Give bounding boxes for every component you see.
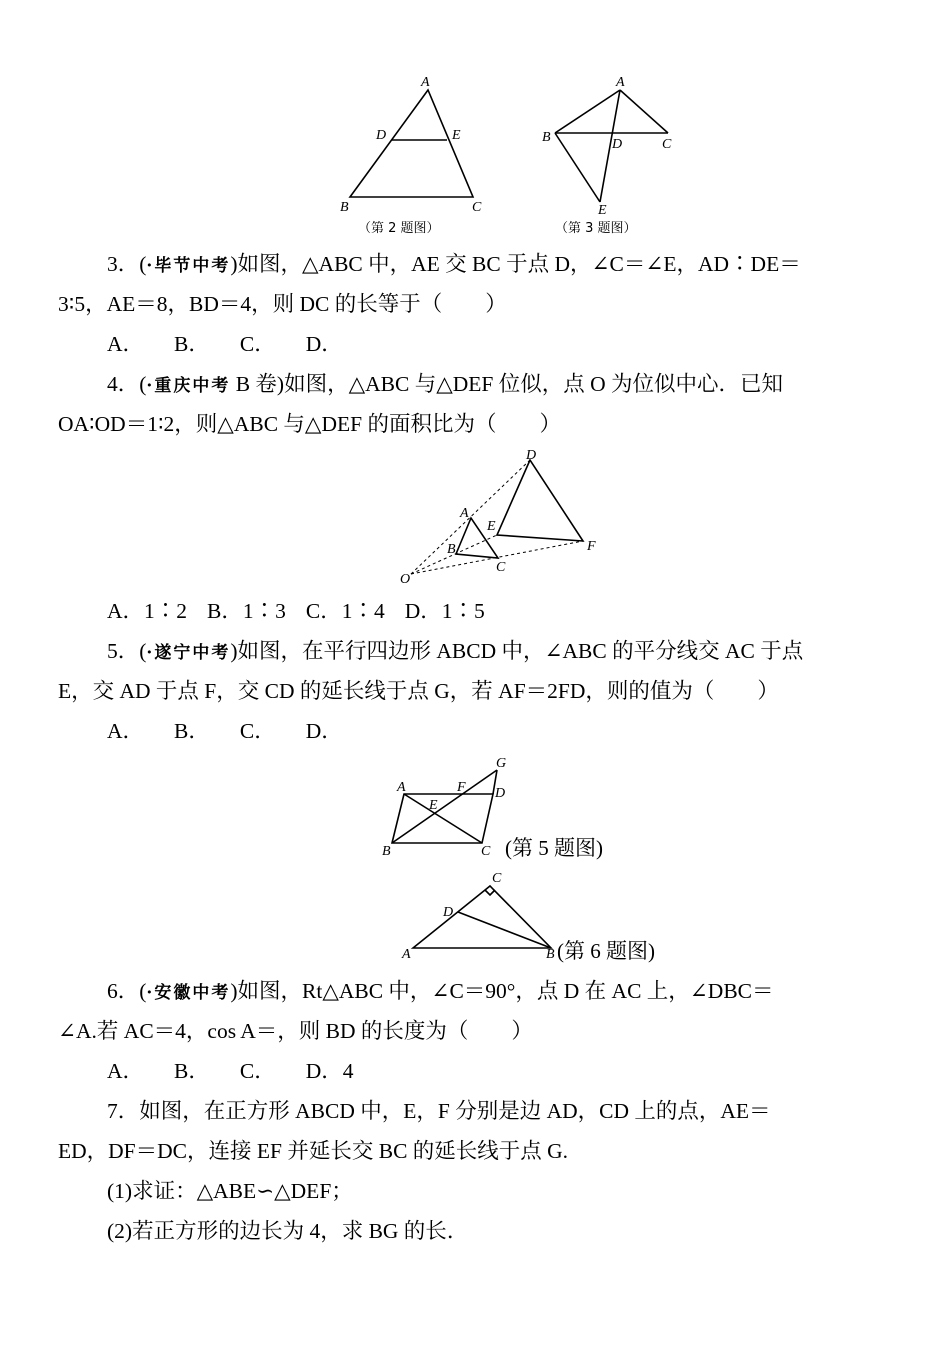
label-d: D [526,448,537,463]
figure-2-caption: （第 2 题图） [358,221,440,236]
label-c: C [662,137,672,152]
option-a[interactable]: A．1∶2 [107,599,188,623]
q3-line-1: 3．(·毕节中考)如图，△ABC 中，AE 交 BC 于点 D，∠C＝∠E，AD∶DE＝ [107,252,801,276]
figure-6-caption: (第 6 题图) [557,939,655,963]
source-tag: ·毕节中考 [146,256,231,276]
option-d[interactable]: D． [305,332,343,356]
q7-part-2: (2)若正方形的边长为 4，求 BG 的长． [107,1219,469,1243]
option-a[interactable]: A． [107,719,145,743]
label-b: B [340,200,349,215]
q7-line-1: 7．如图，在正方形 ABCD 中，E，F 分别是边 AD，CD 上的点，AE＝ [107,1099,771,1123]
label-g: G [496,756,507,771]
figure-3-caption: （第 3 题图） [555,221,637,236]
label-b: B [382,844,391,859]
source-tag: ·安徽中考 [146,983,231,1003]
q4-line-2: OA∶OD＝1∶2，则△ABC 与△DEF 的面积比为（ ） [58,412,561,436]
q3-line-2: 3∶5，AE＝8，BD＝4，则 DC 的长等于（ ） [58,292,507,316]
q6-options [107,1056,892,1086]
label-f: F [457,780,466,795]
label-c: C [492,871,502,886]
label-d: D [376,128,387,143]
option-a[interactable]: A． [107,332,145,356]
q7-part-1: (1)求证：△ABE∽△DEF； [107,1179,353,1203]
label-c: C [481,844,491,859]
q5-line-1: 5．(·遂宁中考)如图，在平行四边形 ABCD 中，∠ABC 的平分线交 AC 于点 [107,639,804,663]
label-a: A [402,947,411,962]
label-a: A [421,75,430,90]
option-c[interactable]: C． [239,719,276,743]
label-e: E [429,798,438,813]
q6-line-2: ∠A.若 AC＝4，cos A＝，则 BD 的长度为（ ） [58,1019,533,1043]
label-b: B [542,130,551,145]
source-tag: ·重庆中考 [146,376,231,396]
segment-bd [458,912,551,948]
option-c[interactable]: C．1∶4 [305,599,385,623]
option-d[interactable]: D． [305,719,343,743]
option-b[interactable]: B． [174,1059,210,1083]
label-d: D [443,905,454,920]
q5-line-2: E，交 AD 于点 F，交 CD 的延长线于点 G，若 AF＝2FD，则的值为（ ） [58,679,779,703]
option-d[interactable]: D．4 [305,1059,354,1083]
label-e: E [487,519,496,534]
figure-5-caption: (第 5 题图) [505,836,603,860]
label-f: F [587,539,596,554]
option-b[interactable]: B． [174,719,210,743]
q4-line-1: 4．(·重庆中考 B 卷)如图，△ABC 与△DEF 位似，点 O 为位似中心．已知 [107,372,784,396]
label-d: D [612,137,623,152]
label-c: C [472,200,482,215]
q6-line-1: 6．(·安徽中考)如图，Rt△ABC 中，∠C＝90°，点 D 在 AC 上，∠DBC＝ [107,979,774,1003]
label-o: O [400,572,411,587]
label-a: A [616,75,625,90]
label-a: A [397,780,406,795]
label-a: A [460,506,469,521]
label-b: B [546,947,555,962]
q7-line-2: ED，DF＝DC，连接 EF 并延长交 BC 的延长线于点 G. [58,1139,569,1163]
triangle-abc [413,886,551,948]
label-e: E [452,128,461,143]
source-tag: ·遂宁中考 [146,643,231,663]
label-c: C [496,560,506,575]
label-e: E [598,203,607,218]
option-a[interactable]: A． [107,1059,145,1083]
option-d[interactable]: D．1∶5 [404,599,485,623]
label-b: B [447,542,456,557]
label-d: D [495,786,506,801]
option-c[interactable]: C． [239,332,276,356]
option-b[interactable]: B． [174,332,210,356]
option-b[interactable]: B．1∶3 [207,599,286,623]
option-c[interactable]: C． [239,1059,276,1083]
right-angle-mark [485,890,495,895]
